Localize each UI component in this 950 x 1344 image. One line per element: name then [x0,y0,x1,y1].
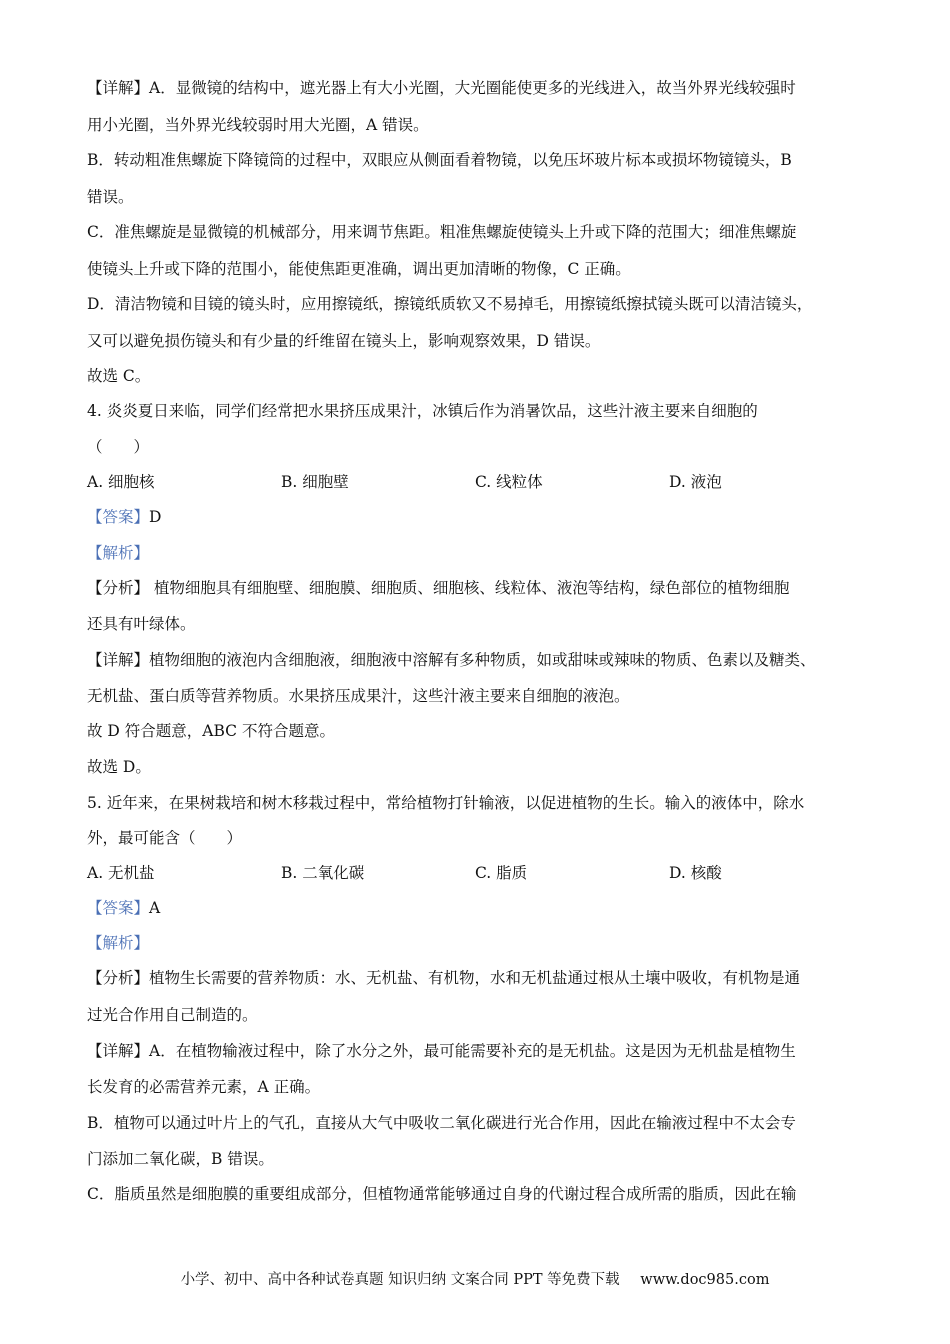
text-line: 故选 D。 [87,758,151,776]
question-4-stem: 4. 炎炎夏日来临，同学们经常把水果挤压成果汁，冰镇后作为消暑饮品，这些汁液主要来自细胞的 [87,402,758,420]
text-line: B．转动粗准焦螺旋下降镜筒的过程中，双眼应从侧面看着物镜，以免压坏玻片标本或损坏物镜镜头，B [87,151,792,169]
q5-option-c: C. 脂质 [475,864,528,882]
text-line: 【详解】植物细胞的液泡内含细胞液，细胞液中溶解有多种物质，如或甜味或辣味的物质、色素以及糖类、 [87,651,816,669]
q5-option-a: A. 无机盐 [87,864,155,882]
q5-option-b: B. 二氧化碳 [281,864,365,882]
q4-option-d: D. 液泡 [669,473,722,491]
footer-text: 小学、初中、高中各种试卷真题 知识归纳 文案合同 PPT 等免费下载 [180,1272,620,1288]
question-5-stem-cont: 外，最可能含（ ） [87,829,243,847]
text-line: 【详解】A．显微镜的结构中，遮光器上有大小光圈，大光圈能使更多的光线进入，故当外界光线较强时 [87,79,796,97]
text-line: 错误。 [87,188,134,206]
text-line: 无机盐、蛋白质等营养物质。水果挤压成果汁，这些汁液主要来自细胞的液泡。 [87,687,630,705]
q4-answer [87,507,161,527]
q5-answer [87,898,160,918]
q5-option-d: D. 核酸 [669,864,722,882]
question-5-stem: 5. 近年来，在果树栽培和树木移栽过程中，常给植物打针输液，以促进植物的生长。输入的液体中，除水 [87,794,805,812]
answer-label: 【答案】 [87,899,150,917]
q4-option-b: B. 细胞壁 [281,473,349,491]
text-line: 使镜头上升或下降的范围小，能使焦距更准确，调出更加清晰的物像，C 正确。 [87,260,631,278]
answer-value: A [149,899,161,917]
text-line: 还具有叶绿体。 [87,615,196,633]
q4-jiexi-label: 【解析】 [87,544,150,562]
q4-option-a: A. 细胞核 [87,473,155,491]
answer-value: D [149,508,162,526]
text-line: 又可以避免损伤镜头和有少量的纤维留在镜头上，影响观察效果，D 错误。 [87,332,601,350]
question-4-blank: （ ） [87,438,150,456]
text-line: 故选 C。 [87,367,151,385]
text-line: 【详解】A．在植物输液过程中，除了水分之外，最可能需要补充的是无机盐。这是因为无机盐是植物生 [87,1042,796,1060]
text-line: C．脂质虽然是细胞膜的重要组成部分，但植物通常能够通过自身的代谢过程合成所需的脂质，因此在输 [87,1185,797,1203]
page-footer [0,1270,950,1290]
text-line: 【分析】植物生长需要的营养物质：水、无机盐、有机物，水和无机盐通过根从土壤中吸收，有机物是通 [87,969,801,987]
q5-jiexi-label: 【解析】 [87,934,150,952]
text-line: D．清洁物镜和目镜的镜头时，应用擦镜纸，擦镜纸质软又不易掉毛，用擦镜纸擦拭镜头既可以清洁镜头， [87,295,813,313]
footer-url-link[interactable]: www.doc985.com [640,1272,770,1288]
q4-option-c: C. 线粒体 [475,473,543,491]
text-line: 长发育的必需营养元素，A 正确。 [87,1078,321,1096]
text-line: 用小光圈，当外界光线较弱时用大光圈，A 错误。 [87,116,429,134]
text-line: C．准焦螺旋是显微镜的机械部分，用来调节焦距。粗准焦螺旋使镜头上升或下降的范围大；细准焦螺旋 [87,223,797,241]
text-line: 门添加二氧化碳，B 错误。 [87,1150,274,1168]
text-line: B．植物可以通过叶片上的气孔，直接从大气中吸收二氧化碳进行光合作用，因此在输液过程中不太会专 [87,1114,796,1132]
text-line: 【分析】 植物细胞具有细胞壁、细胞膜、细胞质、细胞核、线粒体、液泡等结构，绿色部位的植物细胞 [87,579,790,597]
text-line: 过光合作用自己制造的。 [87,1006,258,1024]
answer-label: 【答案】 [87,508,150,526]
text-line: 故 D 符合题意，ABC 不符合题意。 [87,722,335,740]
